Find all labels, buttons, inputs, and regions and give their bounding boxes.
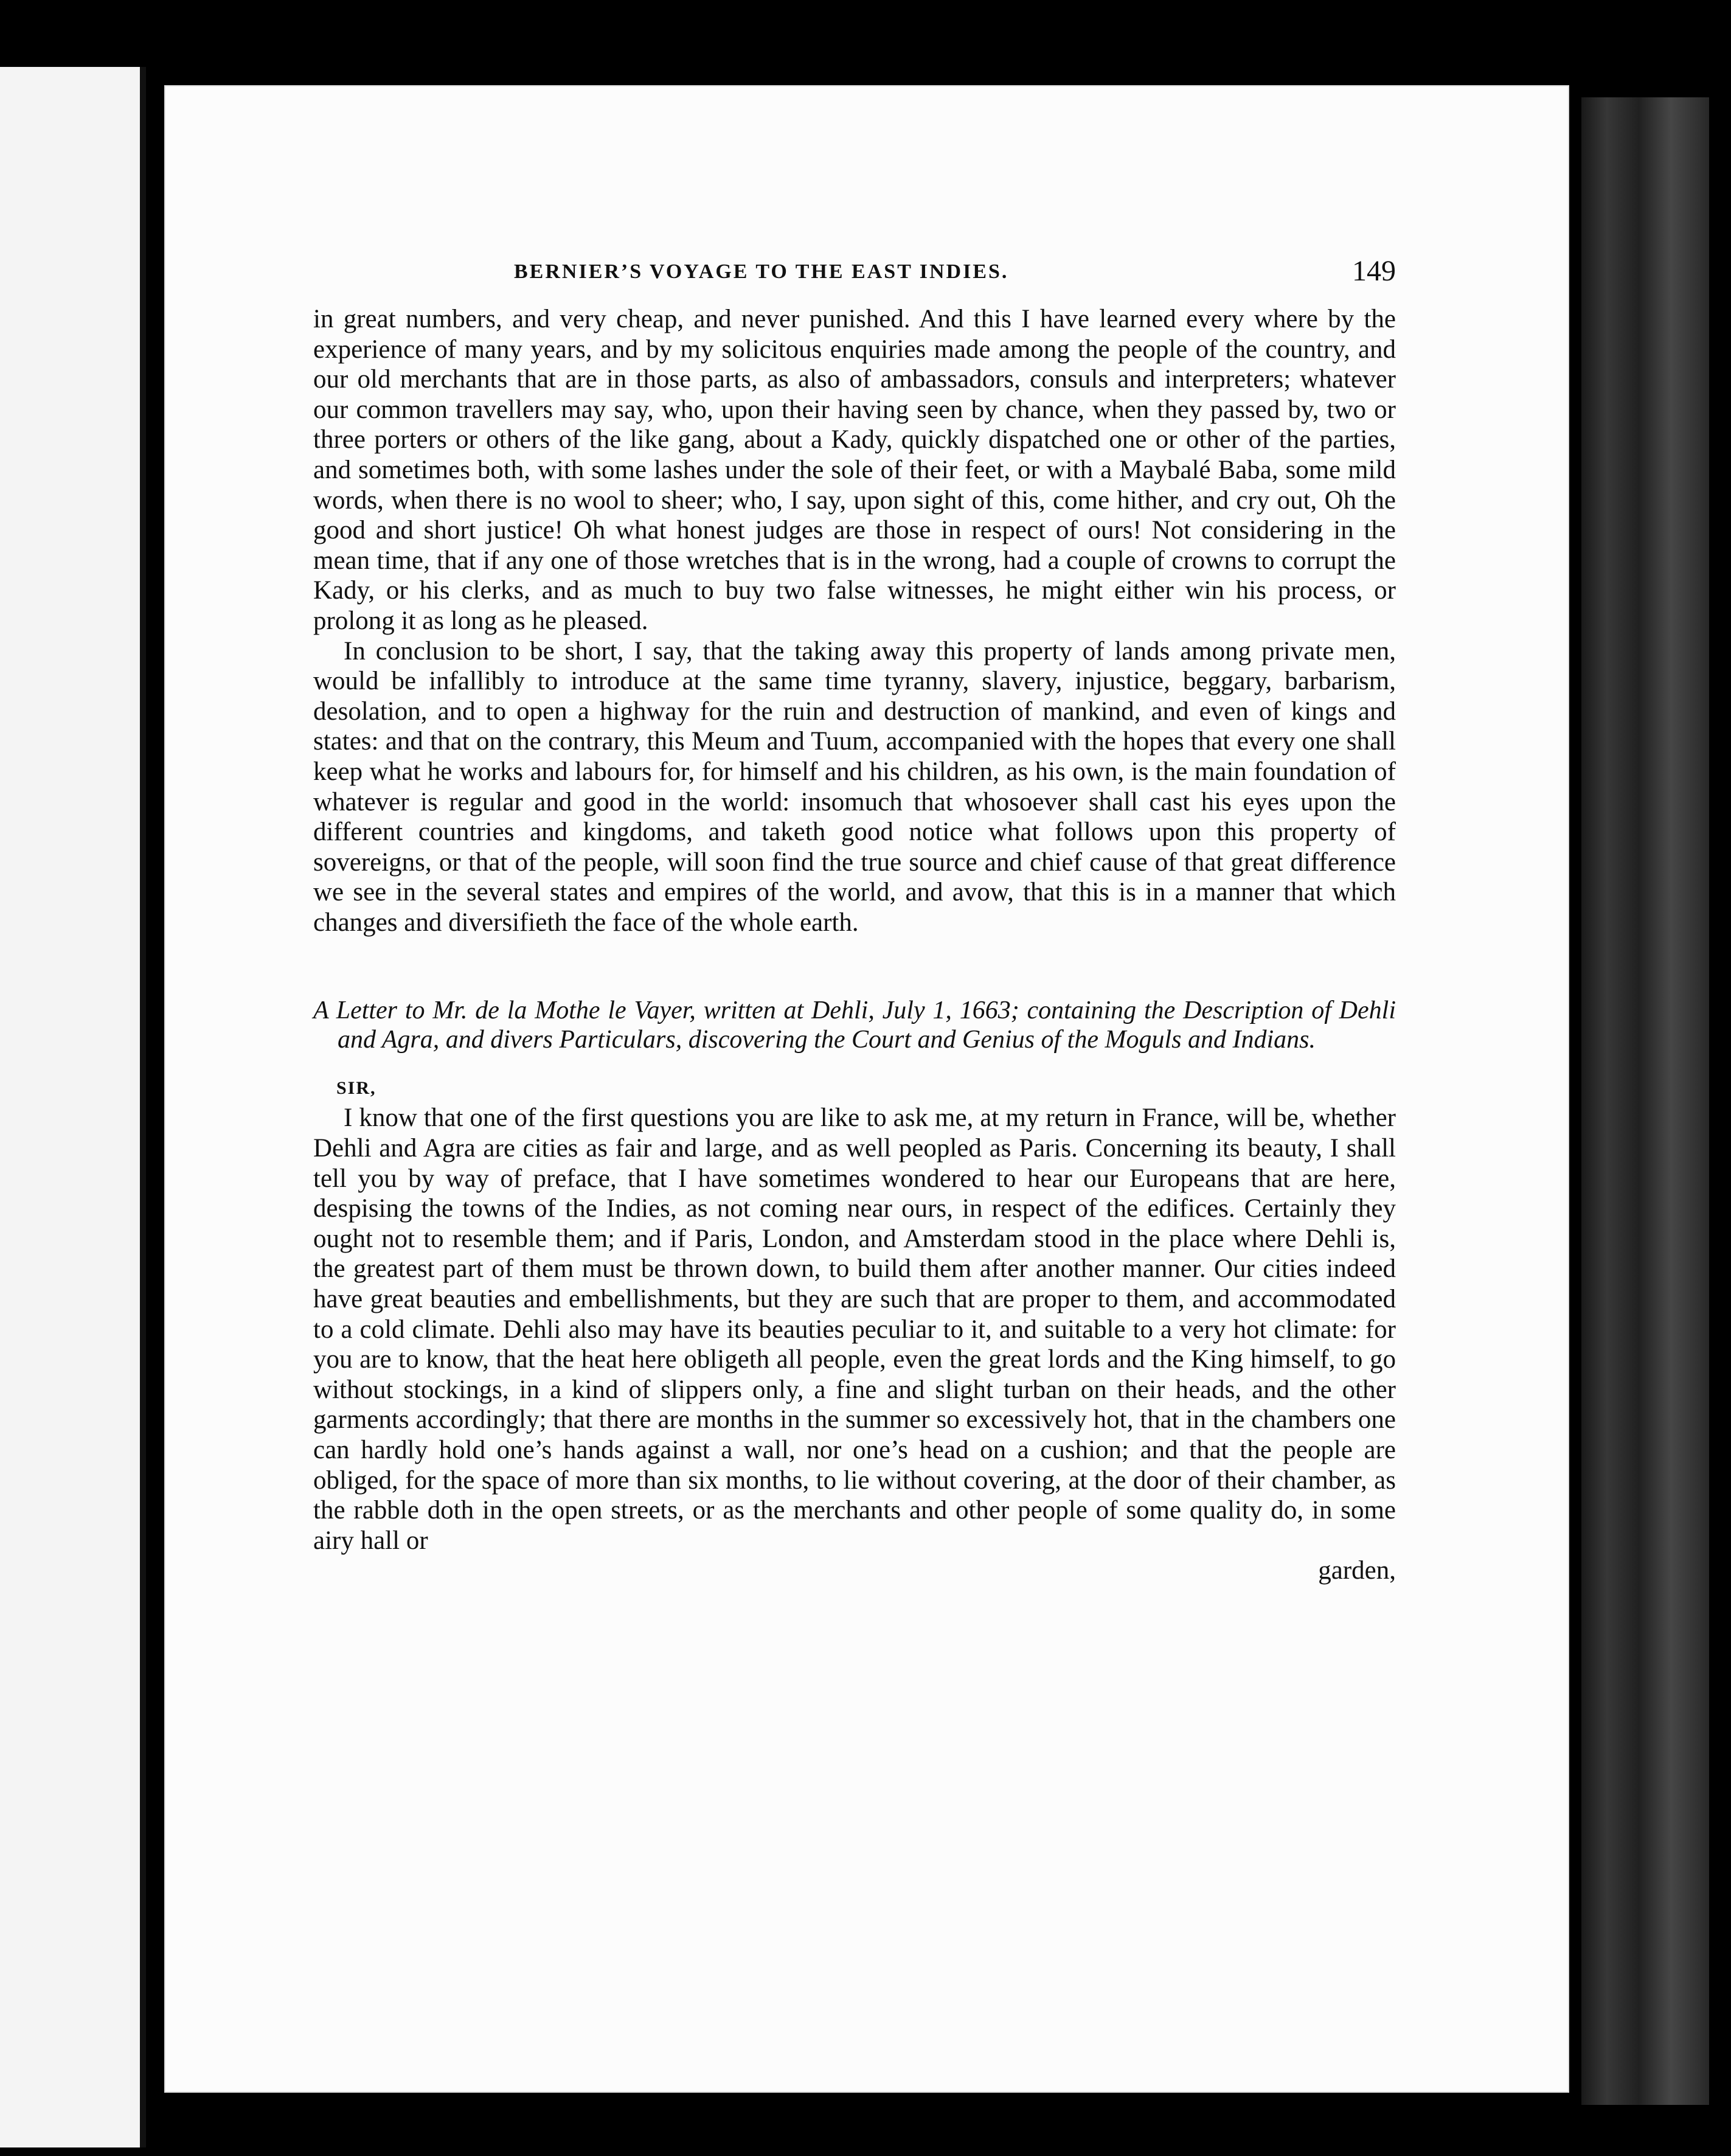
body-paragraph: I know that one of the first questions you are like to ask me, at my return in France, will be, whether Dehli and Agra are cities as fair and large, and as well peopled as Paris. Concerning its beauty, I shall tell you by way of preface, that I have sometimes wondered to hear our Europeans that are here, despising the towns of the Indies, as not coming near ours, in respect of the edifices. Certainly they ought not to resemble them; and if Paris, London, and Amsterdam stood in the place where Dehli is, the greatest part of them must be thrown down, to build them after another manner. Our cities indeed have great beauties and embellishments, but they are such that are proper to them, and accommodated to a cold climate. Dehli also may have its beauties peculiar to it, and suitable to a very hot climate: for you are to know, that the heat here obligeth all people, even the great lords and the King himself, to go without stockings, in a kind of slippers only, a fine and slight turban on their heads, and the other garments accordingly; that there are months in the summer so excessively hot, that in the chambers one can hardly hold one’s hands against a wall, nor one’s head on a cushion; and that the people are obliged, for the space of more than six months, to lie without covering, at the door of their chamber, as the rabble doth in the open streets, or as the merchants and other people of some quality do, in some airy hall or (313, 1104, 1396, 1555)
salutation: SIR, (336, 1078, 376, 1099)
book-spine (1581, 97, 1709, 2105)
catchword: garden, (1318, 1556, 1396, 1585)
letter-title: A Letter to Mr. de la Mothe le Vayer, written at Dehli, July 1, 1663; containing the Description of Dehli and Agra, and divers Particulars, discovering the Court and Genius of the Moguls and Indians. (313, 996, 1396, 1054)
book-page (164, 85, 1569, 2093)
page-header (313, 249, 1396, 292)
facing-page-edge (0, 67, 146, 2147)
running-head: BERNIER’S VOYAGE TO THE EAST INDIES. (514, 260, 1009, 283)
body-paragraph: in great numbers, and very cheap, and never punished. And this I have learned every where by the experience of many years, and by my solicitous enquiries made among the people of the country, and our old merchants that are in those parts, as also of ambassadors, consuls and interpreters; whatever our common travellers may say, who, upon their having seen by chance, when they passed by, two or three porters or others of the like gang, about a Kady, quickly dispatched one or other of the parties, and sometimes both, with some lashes under the sole of their feet, or with a Maybalé Baba, some mild words, when there is no wool to sheer; who, I say, upon sight of this, come hither, and cry out, Oh the good and short justice! Oh what honest judges are those in respect of ours! Not considering in the mean time, that if any one of those wretches that is in the wrong, had a couple of crowns to corrupt the Kady, or his clerks, and as much to buy two false witnesses, he might either win his process, or prolong it as long as he pleased. (313, 305, 1396, 635)
page-text-block (313, 249, 1396, 1586)
page-number: 149 (1352, 255, 1396, 287)
body-paragraph: In conclusion to be short, I say, that the taking away this property of lands among private men, would be infallibly to introduce at the same time tyranny, slavery, injustice, beggary, barbarism, desolation, and to open a highway for the ruin and destruction of mankind, and even of kings and states: and that on the contrary, this Meum and Tuum, accompanied with the hopes that every one shall keep what he works and labours for, for himself and his children, as his own, is the main foundation of whatever is regular and good in the world: insomuch that whosoever shall cast his eyes upon the different countries and kingdoms, and taketh good notice what follows upon this property of sovereigns, or that of the people, will soon find the true source and chief cause of that great difference we see in the several states and empires of the world, and avow, that this is in a manner that which changes and diversifieth the face of the whole earth. (313, 636, 1396, 937)
